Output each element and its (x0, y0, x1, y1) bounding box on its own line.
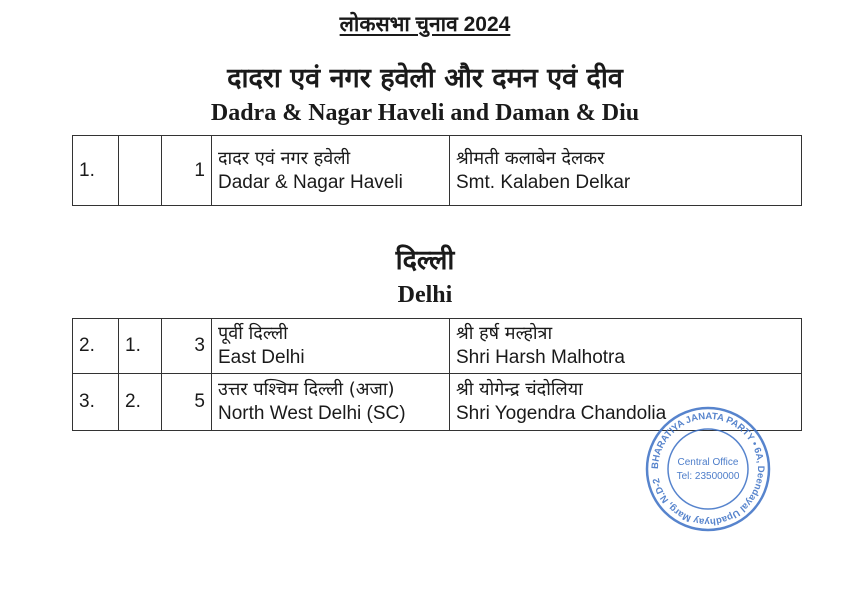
table-row (73, 136, 802, 206)
state-heading-hindi: दिल्ली (395, 245, 455, 276)
state-heading-english: Delhi (397, 282, 453, 308)
party-office-stamp (643, 404, 773, 534)
state-serial-number: 2. (119, 374, 162, 431)
constituency-cell (212, 319, 450, 374)
state-serial-number (119, 136, 162, 206)
serial-number: 2. (73, 319, 119, 374)
stamp-outer-ring (647, 408, 769, 530)
constituency-cell (212, 374, 450, 431)
candidate-name-english: Smt. Kalaben Delkar (456, 171, 631, 193)
candidate-name-hindi: श्री हर्ष मल्होत्रा (456, 323, 553, 344)
state-heading-hindi: दादरा एवं नगर हवेली और दमन एवं दीव (227, 63, 623, 94)
constituency-cell (212, 136, 450, 206)
constituency-name-hindi: पूर्वी दिल्ली (218, 323, 288, 344)
candidate-name-hindi: श्री योगेन्द्र चंदोलिया (456, 379, 583, 400)
table-row (73, 319, 802, 374)
serial-number: 3. (73, 374, 119, 431)
candidate-name-hindi: श्रीमती कलाबेन देलकर (456, 147, 605, 169)
stamp-ring-text: BHARATIYA JANATA PARTY • 6A, Deendayal Upadhyay Marg, N.D-2 (649, 410, 767, 528)
constituency-number: 1 (162, 136, 212, 206)
stamp-seal-icon (643, 404, 773, 534)
constituency-number: 5 (162, 374, 212, 431)
state-serial-number: 1. (119, 319, 162, 374)
constituency-name-english: East Delhi (218, 347, 305, 368)
constituency-name-hindi: उत्तर पश्चिम दिल्ली (अजा) (218, 379, 395, 400)
serial-number: 1. (73, 136, 119, 206)
candidate-name-english: Shri Yogendra Chandolia (456, 403, 667, 424)
constituency-name-english: Dadar & Nagar Haveli (218, 171, 403, 193)
constituency-name-hindi: दादर एवं नगर हवेली (218, 147, 351, 169)
stamp-line-2: Tel: 23500000 (676, 471, 740, 482)
candidate-name-english: Shri Harsh Malhotra (456, 347, 625, 368)
candidate-cell (450, 136, 802, 206)
candidate-cell (450, 319, 802, 374)
stamp-line-1: Central Office (677, 457, 739, 468)
constituency-name-english: North West Delhi (SC) (218, 403, 406, 424)
candidate-table (72, 135, 802, 206)
document-title: लोकसभा चुनाव 2024 (339, 13, 511, 36)
state-heading-english: Dadra & Nagar Haveli and Daman & Diu (210, 100, 640, 126)
constituency-number: 3 (162, 319, 212, 374)
stamp-inner-ring (668, 429, 748, 509)
